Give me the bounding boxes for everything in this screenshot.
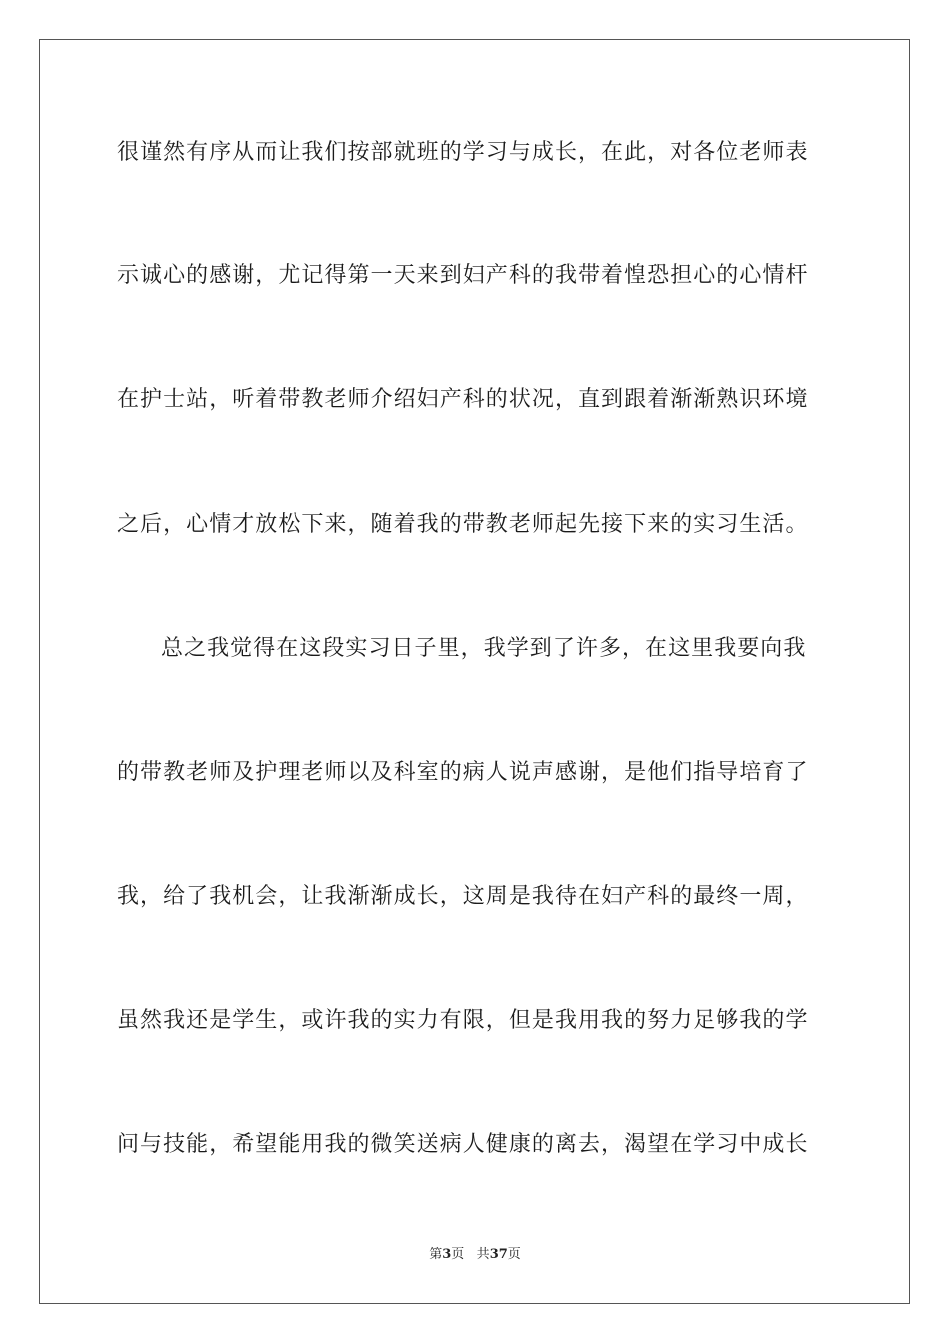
body-text-line: 示诚心的感谢，尤记得第一天来到妇产科的我带着惶恐担心的心情杆 — [117, 263, 809, 288]
body-text-line: 的带教老师及护理老师以及科室的病人说声感谢，是他们指导培育了 — [117, 760, 809, 785]
body-text-line: 之后，心情才放松下来，随着我的带教老师起先接下来的实习生活。 — [117, 512, 809, 537]
footer-prefix: 第 — [429, 1247, 443, 1262]
total-page-count: 37 — [489, 1247, 508, 1262]
body-text-line: 很谨然有序从而让我们按部就班的学习与成长，在此，对各位老师表 — [117, 140, 809, 165]
footer-total-prefix: 共 — [476, 1247, 490, 1262]
page-number-footer — [0, 1246, 950, 1264]
footer-total-unit: 页 — [507, 1247, 521, 1262]
footer-page-unit: 页 — [451, 1247, 465, 1262]
page-border — [39, 39, 910, 1304]
current-page-number: 3 — [442, 1247, 452, 1262]
paragraph-start-line: 总之我觉得在这段实习日子里，我学到了许多，在这里我要向我 — [161, 636, 807, 661]
body-text-line: 虽然我还是学生，或许我的实力有限，但是我用我的努力足够我的学 — [117, 1008, 809, 1033]
body-text-line: 在护士站，听着带教老师介绍妇产科的状况，直到跟着渐渐熟识环境 — [117, 387, 809, 412]
body-text-line: 我，给了我机会，让我渐渐成长，这周是我待在妇产科的最终一周， — [117, 884, 809, 909]
body-text-line: 问与技能，希望能用我的微笑送病人健康的离去，渴望在学习中成长 — [117, 1132, 809, 1157]
